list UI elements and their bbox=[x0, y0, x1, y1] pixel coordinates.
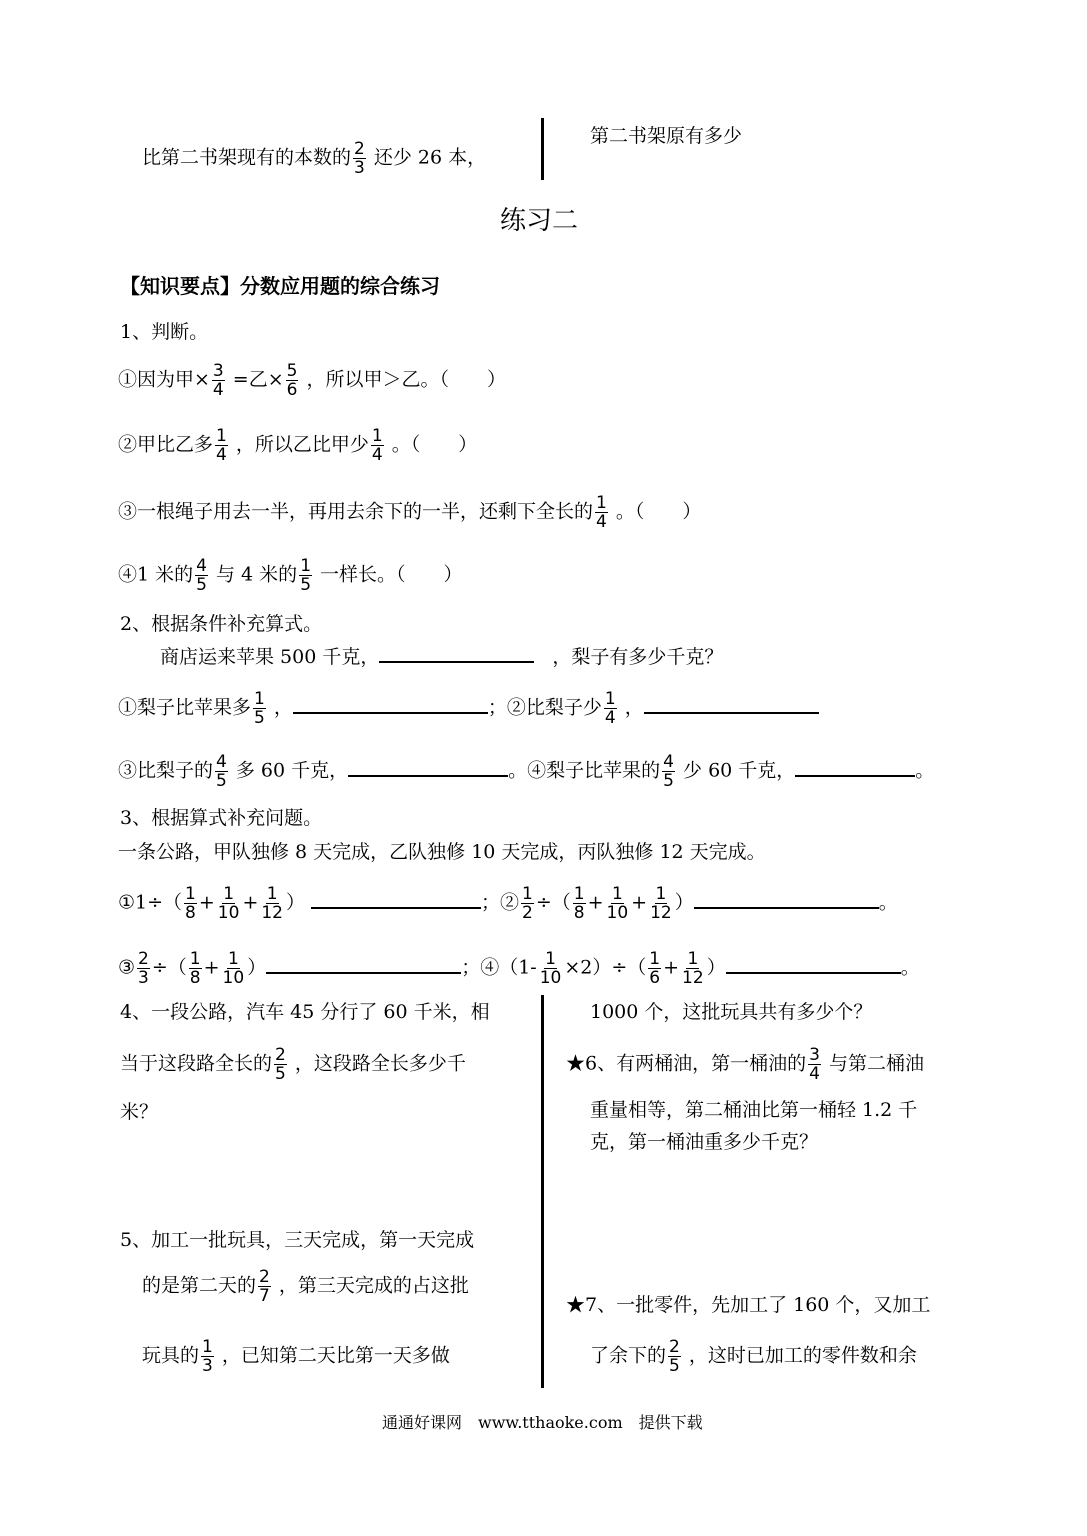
answer-blank[interactable] bbox=[311, 906, 481, 909]
q1-item-2: ②甲比乙多 $\frac{1}{4}$ ，所以乙比甲少 $\frac{1}{4}$ 。（ ） bbox=[118, 426, 478, 465]
q2-stem: 商店运来苹果 500 千克， ，梨子有多少千克？ bbox=[160, 646, 724, 668]
q1-item-4: ④1 米的 $\frac{4}{5}$ 与 4 米的 $\frac{1}{5}$ 一样长。（ ） bbox=[118, 556, 463, 595]
footer-text: 通通好课网 www.tthaoke.com 提供下载 bbox=[382, 1413, 703, 1432]
q1-item-1: ①因为甲× $\frac{3}{4}$ =乙× $\frac{5}{6}$ ，所以甲＞乙。（ ） bbox=[118, 361, 507, 400]
fraction: $\frac{2}{3}$ bbox=[354, 139, 365, 178]
q5-line-2: 的是第二天的 $\frac{2}{7}$ ，第三天完成的占这批 bbox=[142, 1267, 469, 1306]
q7-line-1: ★7、一批零件，先加工了 160 个，又加工 bbox=[566, 1294, 931, 1316]
top-right-text: 第二书架原有多少 bbox=[590, 125, 743, 147]
answer-blank[interactable] bbox=[726, 971, 901, 974]
answer-blank[interactable] bbox=[348, 774, 508, 777]
q2-heading: 2、根据条件补充算式。 bbox=[120, 613, 323, 635]
q5-line-3: 玩具的 $\frac{1}{3}$ ，已知第二天比第一天多做 bbox=[142, 1337, 450, 1376]
q7-line-2: 了余下的 $\frac{2}{5}$ ，这时已加工的零件数和余 bbox=[590, 1337, 917, 1376]
q6-line-1: ★6、有两桶油，第一桶油的 $\frac{3}{4}$ 与第二桶油 bbox=[566, 1045, 924, 1084]
column-divider bbox=[541, 995, 544, 1388]
q1-item-3: ③一根绳子用去一半，再用去余下的一半，还剩下全长的 $\frac{1}{4}$ 。（ ） bbox=[118, 493, 702, 532]
q5-continuation: 1000 个，这批玩具共有多少个？ bbox=[590, 1001, 873, 1023]
q4-line-3: 米？ bbox=[120, 1101, 159, 1123]
answer-blank[interactable] bbox=[293, 711, 488, 714]
q6-line-2: 重量相等，第二桶油比第一桶轻 1.2 千 bbox=[590, 1099, 918, 1121]
q3-row-1: ①1÷（ $\frac{1}{8}$ + $\frac{1}{10}$ + $\frac{1}{12}$ ） ；② $\frac{1}{2}$ ÷（ $\frac{1}{8}$ + $\frac{1}{10}$ + $\frac{1}{12}$ ） 。 bbox=[118, 884, 898, 923]
q4-line-1: 4、一段公路，汽车 45 分行了 60 千米，相 bbox=[120, 1001, 490, 1023]
answer-blank[interactable] bbox=[795, 774, 915, 777]
q6-line-3: 克，第一桶油重多少千克？ bbox=[590, 1131, 819, 1153]
q2-row-2: ③比梨子的 $\frac{4}{5}$ 多 60 千克， 。④梨子比苹果的 $\frac{4}{5}$ 少 60 千克， 。 bbox=[118, 752, 935, 791]
page-title: 练习二 bbox=[500, 206, 579, 236]
q3-stem: 一条公路，甲队独修 8 天完成，乙队独修 10 天完成，丙队独修 12 天完成。 bbox=[118, 841, 766, 863]
top-left-text: 比第二书架现有的本数的 $\frac{2}{3}$ 还少 26 本， bbox=[142, 139, 487, 178]
q3-row-2: ③ $\frac{2}{3}$ ÷（ $\frac{1}{8}$ + $\frac{1}{10}$ ） ；④（1- $\frac{1}{10}$ ×2）÷（ $\frac{1}{6}$ + $\frac{1}{12}$ ） 。 bbox=[118, 949, 920, 988]
answer-blank[interactable] bbox=[379, 660, 534, 663]
q3-heading: 3、根据算式补充问题。 bbox=[120, 807, 323, 829]
q5-line-1: 5、加工一批玩具，三天完成，第一天完成 bbox=[120, 1229, 475, 1251]
answer-blank[interactable] bbox=[266, 971, 461, 974]
q4-line-2: 当于这段路全长的 $\frac{2}{5}$ ，这段路全长多少千 bbox=[120, 1045, 466, 1084]
knowledge-point: 【知识要点】分数应用题的综合练习 bbox=[120, 274, 440, 298]
answer-blank[interactable] bbox=[694, 906, 879, 909]
q1-heading: 1、判断。 bbox=[120, 321, 209, 343]
q2-row-1: ①梨子比苹果多 $\frac{1}{5}$ ， ；②比梨子少 $\frac{1}{4}$ ， bbox=[118, 690, 819, 727]
answer-blank[interactable] bbox=[644, 711, 819, 714]
top-divider bbox=[541, 118, 544, 180]
